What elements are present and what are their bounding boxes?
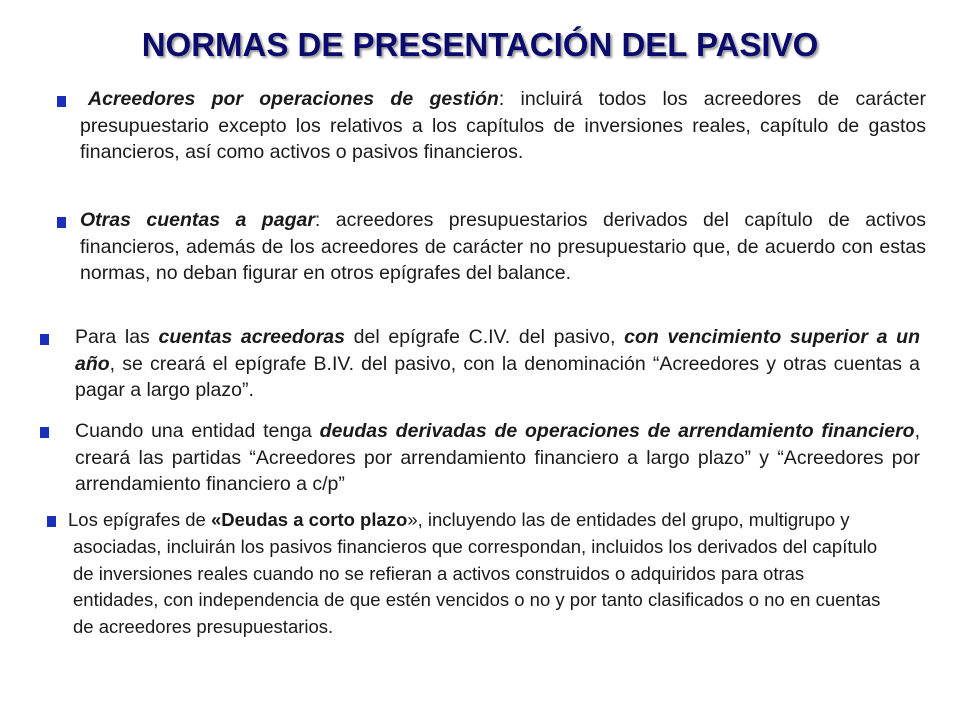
bullet-marker-2 (57, 217, 66, 228)
paragraph-text: Cuando una entidad tenga (75, 420, 320, 442)
paragraph-text: Para las (75, 326, 159, 348)
term-deudas-corto-plazo: «Deudas a corto plazo (210, 509, 408, 530)
paragraph-text: », incluyendo las de entidades del grupo, multigrupo y asociadas, incluirán los pasivos financieros que correspondan, incluidos los derivados del capítulo de inversiones reales cuando no se refieran a activos construidos o adquiridos para otras entidades, con independencia de que estén vencidos o no y por tanto clasificados o no en cuentas de acreedores presupuestarios. (73, 509, 881, 638)
paragraph-arrendamiento (75, 418, 920, 498)
bullet-marker-5 (47, 516, 56, 527)
paragraph-acreedores-gestion (80, 86, 926, 166)
term-acreedores-gestion: Acreedores por operaciones de gestión (88, 88, 499, 110)
paragraph-text: Los epígrafes de (68, 509, 211, 530)
bullet-marker-4 (40, 427, 49, 438)
term-vencimiento: con vencimiento superior a un año (75, 326, 921, 375)
term-deudas-arrendamiento: deudas derivadas de operaciones de arrendamiento financiero (319, 420, 915, 442)
paragraph-cuentas-acreedoras (75, 324, 920, 404)
paragraph-text: , se creará el epígrafe B.IV. del pasivo, con la denominación “Acreedores y otras cuentas a pagar a largo plazo”. (75, 352, 920, 401)
paragraph-text: : incluirá todos los acreedores de carácter presupuestario excepto los relativos a los capítulos de inversiones reales, capítulo de gastos financieros, así como activos o pasivos financieros. (80, 88, 926, 163)
paragraph-otras-cuentas (80, 207, 926, 287)
bullet-marker-1 (57, 96, 66, 107)
page-title: NORMAS DE PRESENTACIÓN DEL PASIVO (141, 26, 819, 63)
paragraph-text: : acreedores presupuestarios derivados del capítulo de activos financieros, además de los acreedores de carácter no presupuestario que, de acuerdo con estas normas, no deban figurar en otros epígrafes del balance. (80, 209, 926, 284)
bullet-marker-3 (40, 334, 49, 345)
paragraph-text: del epígrafe C.IV. del pasivo, (344, 326, 625, 348)
paragraph-text: , creará las partidas “Acreedores por arrendamiento financiero a largo plazo” y “Acreedores por arrendamiento financiero a c/p” (75, 420, 920, 495)
term-cuentas-acreedoras: cuentas acreedoras (158, 326, 345, 348)
paragraph-deudas-corto-plazo (68, 507, 883, 641)
term-otras-cuentas: Otras cuentas a pagar (80, 209, 315, 231)
